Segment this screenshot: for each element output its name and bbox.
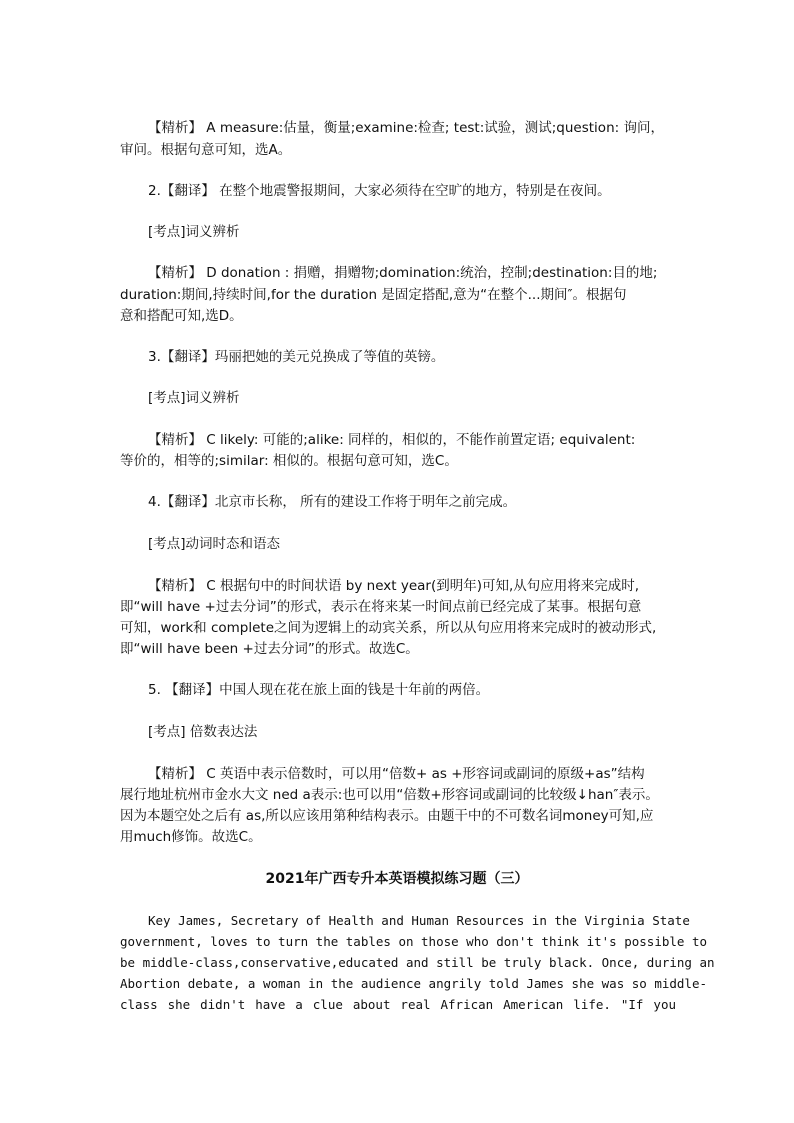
passage-line-4: Abortion debate, a woman in the audience angrily told James she was so middle-	[120, 976, 707, 991]
analysis-5-line-3: 因为本题空处之后有 as,所以应该用第种结构表示。由题干中的不可数名词money可知,应	[120, 808, 654, 824]
keypoint-5: [考点] 倍数表达法	[148, 724, 258, 740]
analysis-2-line-2: duration:期间,持续时间,for the duration 是固定搭配,意为“在整个...期间″。根据句	[120, 287, 627, 303]
analysis-2-line-3: 意和搭配可知,选D。	[120, 308, 243, 324]
passage-line-1: Key James, Secretary of Health and Human Resources in the Virginia State	[148, 913, 690, 928]
analysis-2-line-1: 【精析】 D donation : 捐赠，捐赠物;domination:统治，控制;destination:目的地;	[148, 265, 658, 281]
passage-line-2: government, loves to turn the tables on those who don't think it's possible to	[120, 934, 707, 949]
translation-5: 5. 【翻译】中国人现在花在旅上面的钱是十年前的两倍。	[148, 682, 490, 698]
passage-line-3: be middle-class,conservative,educated and still be truly black. Once, during an	[120, 955, 715, 970]
analysis-5-line-2: 展行地址杭州市金水大文 ned a表示:也可以用“倍数+形容词或副词的比较级↓han″表示。	[120, 787, 659, 803]
analysis-3-line-1: 【精析】 C likely: 可能的;alike: 同样的，相似的，不能作前置定语; equivalent:	[148, 432, 636, 448]
translation-2: 2.【翻译】 在整个地震警报期间，大家必须待在空旷的地方，特别是在夜间。	[148, 183, 611, 199]
keypoint-2: [考点]词义辨析	[148, 224, 240, 240]
analysis-1-line-1: 【精析】 A measure:估量，衡量;examine:检查; test:试验，测试;question: 询问，	[148, 120, 664, 136]
analysis-1-line-2: 审问。根据句意可知，选A。	[120, 142, 292, 158]
translation-4: 4.【翻译】北京市长称， 所有的建设工作将于明年之前完成。	[148, 494, 517, 510]
analysis-4-line-2: 即“will have +过去分词”的形式，表示在将来某一时间点前已经完成了某事。根据句意	[120, 599, 642, 615]
analysis-3-line-2: 等价的，相等的;similar: 相似的。根据句意可知，选C。	[120, 453, 458, 469]
analysis-5-line-1: 【精析】 C 英语中表示倍数时，可以用“倍数+ as +形容词或副词的原级+as”结构	[148, 766, 645, 782]
analysis-4-line-1: 【精析】 C 根据句中的时间状语 by next year(到明年)可知,从句应用将来完成时,	[148, 578, 640, 594]
keypoint-4: [考点]动词时态和语态	[148, 536, 281, 552]
analysis-4-line-4: 即“will have been +过去分词”的形式。故选C。	[120, 641, 419, 657]
exam-title: 2021年广西专升本英语模拟练习题（三）	[265, 871, 529, 887]
reading-passage	[120, 910, 715, 1015]
analysis-4-line-3: 可知，work和 complete之间为逻辑上的动宾关系，所以从句应用将来完成时的被动形式,	[120, 620, 657, 636]
keypoint-3: [考点]词义辨析	[148, 390, 240, 406]
passage-line-5: class she didn't have a clue about real African American life. "If you	[120, 997, 676, 1012]
analysis-5-line-4: 用much修饰。故选C。	[120, 829, 262, 845]
translation-3: 3.【翻译】玛丽把她的美元兑换成了等值的英镑。	[148, 349, 445, 365]
